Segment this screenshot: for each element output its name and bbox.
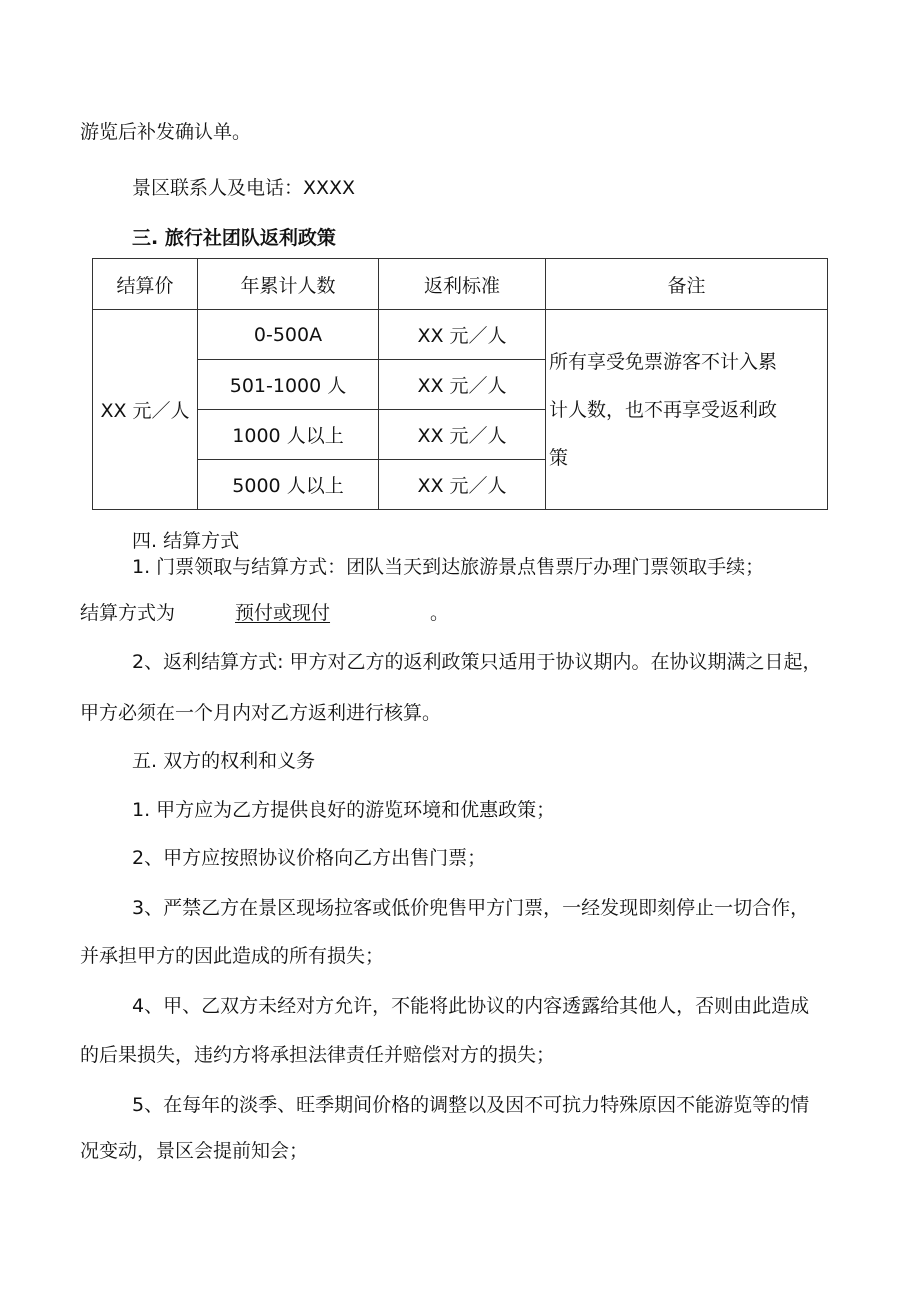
- section-5-title: 五. 双方的权利和义务: [132, 750, 316, 772]
- settlement-price-cell: XX 元／人: [93, 310, 198, 510]
- header-remarks: 备注: [546, 259, 828, 310]
- table-header-row: [93, 259, 828, 310]
- rebate-cell: XX 元／人: [379, 310, 546, 360]
- count-cell: 501-1000 人: [198, 360, 379, 410]
- rebate-cell: XX 元／人: [379, 460, 546, 510]
- rights-item-3-line-2: 并承担甲方的因此造成的所有损失；: [80, 945, 385, 967]
- header-rebate-standard: 返利标准: [379, 259, 546, 310]
- rights-item-5-line-2: 况变动，景区会提前知会；: [80, 1140, 309, 1162]
- settlement-item-1-line-2: [80, 601, 449, 625]
- rights-item-3-line-1: 3、严禁乙方在景区现场拉客或低价兜售甲方门票，一经发现即刻停止一切合作，: [132, 897, 810, 919]
- remarks-cell: [546, 310, 828, 510]
- settlement-method-end: 。: [430, 602, 450, 624]
- scenic-contact: 景区联系人及电话：XXXX: [132, 177, 356, 199]
- remarks-line: 所有享受免票游客不计入累: [549, 350, 778, 373]
- rebate-cell: XX 元／人: [379, 360, 546, 410]
- rights-item-5-line-1: 5、在每年的淡季、旺季期间价格的调整以及因不可抗力特殊原因不能游览等的情: [132, 1094, 810, 1116]
- header-annual-count: 年累计人数: [198, 259, 379, 310]
- settlement-item-1-line-1: 1. 门票领取与结算方式：团队当天到达旅游景点售票厅办理门票领取手续；: [132, 556, 765, 578]
- remarks-line: 计人数，也不再享受返利政: [549, 398, 778, 421]
- rights-item-4-line-1: 4、甲、乙双方未经对方允许，不能将此协议的内容透露给其他人，否则由此造成: [132, 995, 810, 1017]
- count-cell: 1000 人以上: [198, 410, 379, 460]
- count-cell: 0-500A: [198, 310, 379, 360]
- rights-item-2: 2、甲方应按照协议价格向乙方出售门票；: [132, 847, 487, 869]
- remarks-line: 策: [549, 446, 569, 469]
- settlement-item-2-line-1: 2、返利结算方式: 甲方对乙方的返利政策只适用于协议期内。在协议期满之日起，: [132, 651, 822, 673]
- section-4-title: 四. 结算方式: [132, 530, 240, 552]
- rights-item-1: 1. 甲方应为乙方提供良好的游览环境和优惠政策；: [132, 799, 556, 821]
- header-settlement-price: 结算价: [93, 259, 198, 310]
- table-row: [93, 310, 828, 360]
- rights-item-4-line-2: 的后果损失，违约方将承担法律责任并赔偿对方的损失；: [80, 1044, 556, 1066]
- settlement-item-2-line-2: 甲方必须在一个月内对乙方返利进行核算。: [80, 702, 442, 724]
- rebate-policy-table: [92, 258, 828, 510]
- count-cell: 5000 人以上: [198, 460, 379, 510]
- settlement-method-label: 结算方式为: [80, 602, 176, 624]
- settlement-method-value: 预付或现付: [235, 602, 331, 624]
- rebate-cell: XX 元／人: [379, 410, 546, 460]
- section-3-title: 三. 旅行社团队返利政策: [132, 227, 336, 249]
- intro-continuation: 游览后补发确认单。: [80, 121, 252, 143]
